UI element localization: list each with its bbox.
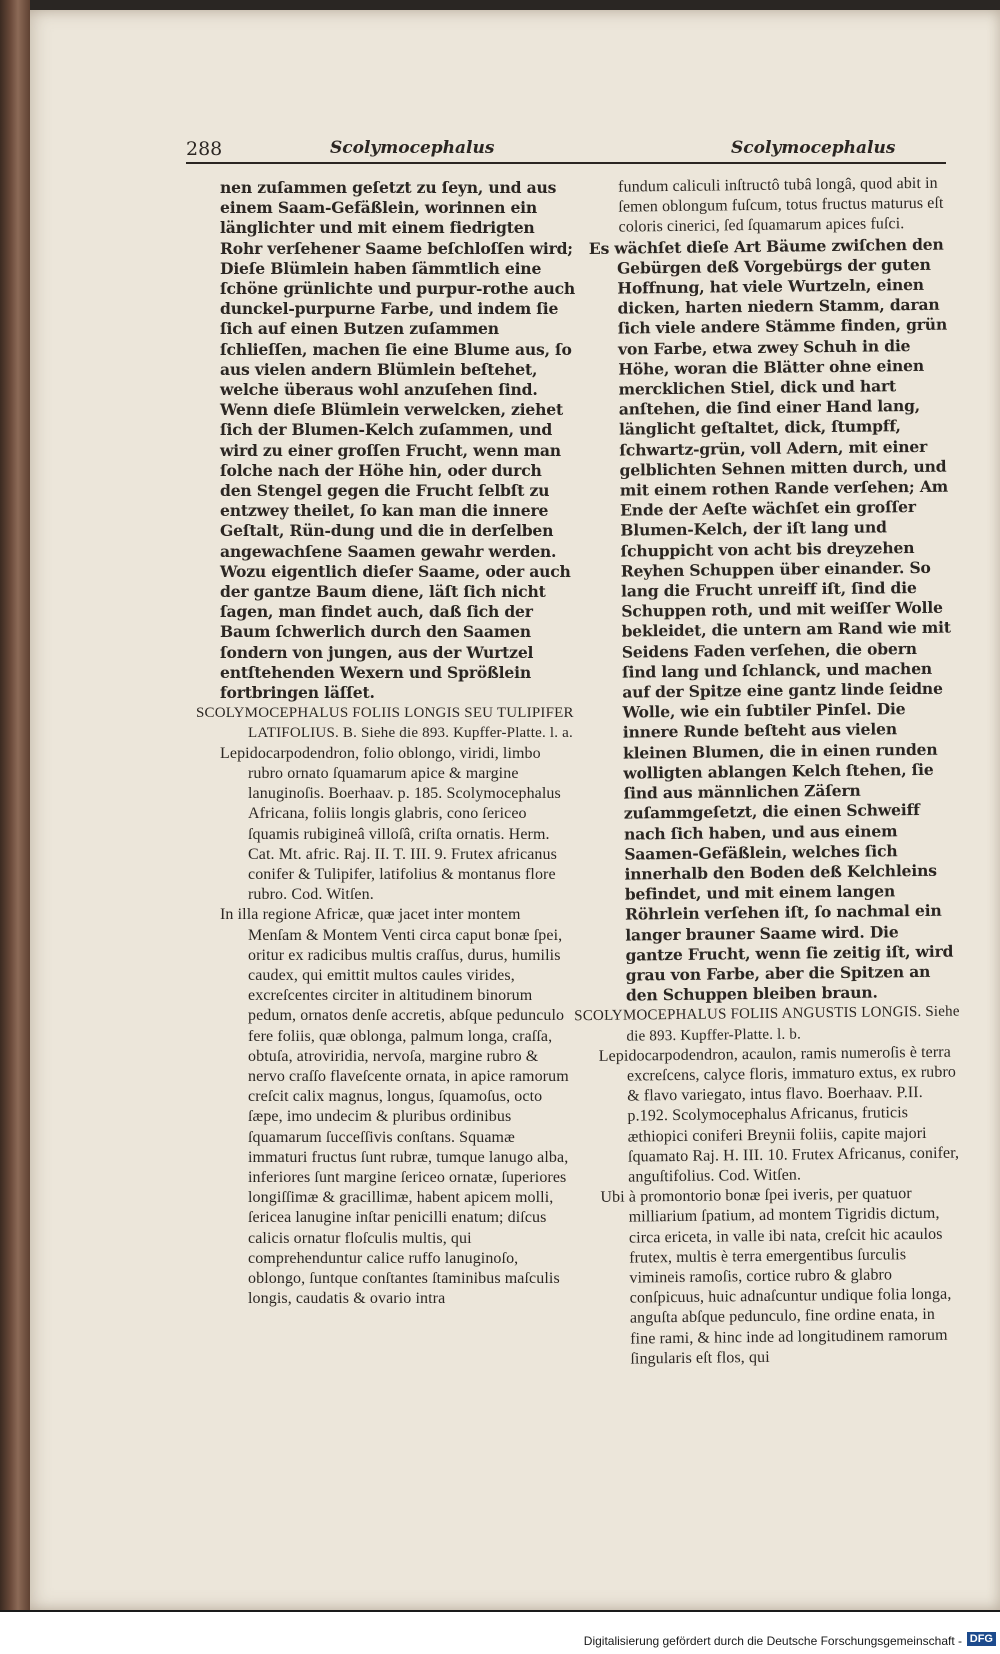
- text-paragraph: Es wächſet dieſe Art Bäume zwiſchen den Gebürgen deß Vorgebürgs der guten Hoffnung, hat viele Wurtzeln, einen dicken, harten niedern Stamm, daran ſich viele andere Stämme finden, grün von Farbe, etwa zwey Schuh in die Höhe, woran die Blätter ohne einen mercklichen Stiel, dick und hart anſtehen, die ſind einer Hand lang, länglicht geſtaltet, dick, ſtumpff, ſchwartz-grün, voll Adern, mit einer gelblichten Sehnen mitten durch, und mit einem rothen Rande verſehen; Am Ende der Aeſte wächſet ein groſſer Blumen-Kelch, der iſt lang und ſchuppicht von acht bis dreyzehen Reyhen Schuppen über einander. So lang die Frucht unreiff iſt, ſind die Schuppen roth, und mit weiſſer Wolle bekleidet, die untern am Rand wie mit Seidens Faden verſehen, die obern ſind lang und ſchlanck, und machen auf der Spitze eine gantz linde ſeidne Wolle, wie ein ſubtiler Pinſel. Die innere Runde beſteht aus vielen kleinen Blumen, die in einen runden wolligten ablangen Kelch ſtehen, ſie ſind aus männlichen Zäſern zuſammgeſetzt, die einen Schweiff nach ſich haben, und aus einem Saamen-Gefäßlein, welches ſich innerhalb den Boden deß Kelchleins befindet, und mit einem langen Röhrlein verſehen iſt, ſo nachmal ein langer brauner Saame wird. Die gantze Frucht, wenn ſie zeitig iſt, wird grau von Farbe, aber die Spitzen an den Schuppen bleiben braun.: [588, 234, 954, 1005]
- dfg-logo: DFG: [967, 1632, 996, 1646]
- text-paragraph: Lepidocarpodendron, folio oblongo, viridi, limbo rubro ornato ſquamarum apice & margine lanuginoſis. Boerhaav. p. 185. Scolymocephalus Africana, foliis longis glabris, cono ſericeo ſquamis rubigineâ villoſâ, criſta ornatis. Herm. Cat. Mt. afric. Raj. II. T. III. 9. Frutex africanus conifer & Tulipifer, latifolius & montanus flore rubro. Cod. Witſen.: [220, 744, 561, 904]
- page-number: 288: [186, 138, 223, 160]
- entry-heading: SCOLYMOCEPHALUS FOLIIS LONGIS SEU TULIPIFER LATIFOLIUS. B. Siehe die 893. Kupffer-Platte. l. a.: [196, 705, 574, 742]
- digitization-footer: [0, 1612, 1000, 1654]
- running-title-left: Scolymocephalus: [330, 138, 495, 158]
- header-rule: [186, 162, 946, 164]
- running-title-right: Scolymocephalus: [731, 138, 896, 158]
- left-column: [196, 178, 578, 1309]
- text-paragraph: nen zuſammen geſetzt zu ſeyn, und aus einem Saam-Gefäßlein, worinnen ein länglichter und mit einem fiedrigten Rohr verſehener Saame beſchloſſen wird; Dieſe Blümlein haben ſämmtlich eine ſchöne grünlichte und purpur-rothe auch dunckel-purpurne Farbe, und indem ſie ſich auf einen Butzen zuſammen ſchlieſſen, machen ſie eine Blume aus, ſo aus vielen andern Blümlein beſtehet, welche überaus wohl anzuſehen ſind. Wenn dieſe Blümlein verwelcken, ziehet ſich der Blumen-Kelch zuſammen, und wird zu einer groſſen Frucht, wenn man ſolche nach der Höhe hin, oder durch den Stengel gegen die Frucht ſelbſt zu entzwey theilet, ſo kan man die innere Geſtalt, Rün-dung und die in derſelben angewachſene Saamen gewahr werden. Wozu eigentlich dieſer Saame, oder auch der gantze Baum diene, läſt ſich nicht ſagen, man findet auch, daß ſich der Baum ſchwerlich durch den Saamen ſondern von jungen, aus der Wurtzel entſtehenden Wexern und Sprößlein fortbringen läſſet.: [220, 178, 576, 703]
- right-column: [574, 174, 965, 1370]
- text-paragraph: fundum caliculi inſtructô tubâ longâ, quod abit in ſemen oblongum fuſcum, totus fructus maturus eſt coloris cinerici, ſed ſquamarum apices fuſci.: [618, 174, 944, 237]
- text-paragraph: Ubi à promontorio bonæ ſpei iveris, per quatuor milliarium ſpatium, ad montem Tigridis dictum, circa ericeta, in valle ibi nata, creſcit hic acaulos frutex, multis è terra emergentibus ſurculis vimineis ramoſis, cortice rubro & glabro conſpicuus, huic adnaſcuntur undique folia longa, anguſta abſque pedunculo, fine ordine enata, in fine rami, & hinc inde ad longitudinem ramorum ſingularis eſt flos, qui: [600, 1185, 952, 1368]
- funding-credit: Digitalisierung gefördert durch die Deutsche Forschungsgemeinschaft -: [583, 1634, 962, 1648]
- book-spine: [0, 0, 30, 1610]
- text-paragraph: Lepidocarpodendron, acaulon, ramis numeroſis è terra excreſcens, calyce floris, immaturo extus, ex rubro & flavo variegato, intus flavo. Boerhaav. P.II. p.192. Scolymocephalus Africanus, fruticis æthiopici coniferi Breynii foliis, capite majori ſquamato Raj. H. III. 10. Frutex Africanus, conifer, anguſtifolius. Cod. Witſen.: [598, 1043, 960, 1186]
- text-paragraph: In illa regione Africæ, quæ jacet inter montem Menſam & Montem Venti circa caput bonæ ſpei, oritur ex radicibus multis craſſus, durus, humilis caudex, qui emittit multos caules virides, excreſcentes circiter in altitudinem binorum pedum, ornatos denſe accretis, abſque pedunculo fere foliis, quæ oblonga, palmum longa, craſſa, obtuſa, atroviridia, nervoſa, margine rubro & nervo craſſo flaveſcente ornata, in apice ramorum creſcit calix magnus, longus, ſquamoſus, octo ſæpe, imo undecim & pluribus ordinibus ſquamarum ſucceſſivis conſtans. Squamæ immaturi fructus ſunt rubræ, tumque lanugo alba, inferiores ſunt margine ſericeo ornatæ, ſuperiores longiſſimæ & gracillimæ, habent apicem molli, ſericea lanugine inſtar penicilli enatum; diſcus calicis ornatur floſculis multis, qui comprehenduntur calice ruffo lanuginoſo, oblongo, ſuntque conſtantes ſtaminibus maſculis longis, caudatis & ovario intra: [220, 906, 569, 1308]
- entry-heading: SCOLYMOCEPHALUS FOLIIS ANGUSTIS LONGIS. Siehe die 893. Kupffer-Platte. l. b.: [574, 1003, 960, 1045]
